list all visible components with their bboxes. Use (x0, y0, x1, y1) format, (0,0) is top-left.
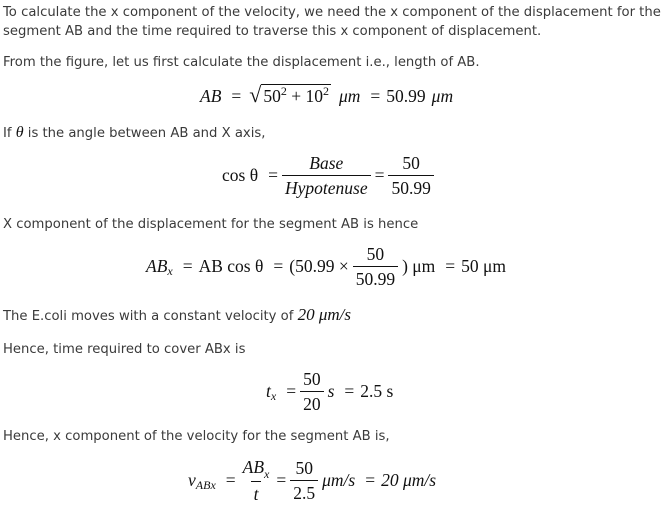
equation-velocity: v ABx = $\frac{AB_x}{t}$ = $\frac{50}{2.5}$ μm/s = 20 μm/s (188, 456, 437, 504)
x-component-intro: X component of the displacement for the segment AB is hence (3, 217, 419, 232)
time-result: 2.5 s (360, 380, 394, 401)
velocity-intro: Hence, x component of the velocity for the segment AB is, (3, 429, 390, 444)
sqrt-expression: √ $50^2 + 10^2$ (249, 81, 329, 107)
velocity-result: 20 μm/s (381, 469, 437, 490)
equation-ab-length: AB = √ $50^2 + 10^2$ μm = 50.99 μm (200, 81, 454, 107)
equation-cos-theta: cos θ = $\frac{\text{Base}}{\text{Hypotenuse}}$ = $\frac{50}{50.99}$ (222, 150, 438, 200)
ab-result: 50.99 (386, 85, 426, 106)
abx-mid: AB cos θ (198, 255, 264, 276)
time-intro: Hence, time required to cover ABx is (3, 342, 246, 357)
abx-result: 50 μm (461, 255, 507, 276)
cos-lhs: cos θ (222, 164, 259, 185)
velocity-statement: The E.coli moves with a constant velocity of 20 μm/s (3, 305, 351, 324)
cos-word-fraction: $\frac{\text{Base}}{\text{Hypotenuse}}$ (282, 153, 371, 198)
theta-symbol: θ (15, 124, 24, 141)
velocity-value: 20 μm/s (297, 305, 351, 324)
abx-fraction: $\frac{50}{50.99}$ (353, 244, 398, 289)
velocity-fraction-1: $\frac{AB_x}{t}$ (242, 456, 270, 504)
intro-line-2: segment AB and the time required to traverse this x component of displacement. (3, 24, 542, 39)
velocity-fraction-2: $\frac{50}{2.5}$ (290, 458, 318, 503)
ab-unit: μm (338, 85, 361, 106)
angle-definition: If θ is the angle between AB and X axis, (3, 124, 266, 141)
equation-abx: AB x = AB cos θ = (50.99 × $\frac{50}{50.99}$ ) μm = 50 μm (146, 243, 507, 289)
intro-line-1: To calculate the x component of the velocity, we need the x component of the displacement for the (3, 5, 661, 20)
displacement-intro: From the figure, let us first calculate the displacement i.e., length of AB. (3, 55, 480, 70)
cos-value-fraction: $\frac{50}{50.99}$ (388, 153, 433, 198)
time-fraction: $\frac{50}{20}$ (300, 369, 324, 414)
ab-lhs: AB (200, 85, 222, 106)
equation-time: t x = $\frac{50}{20}$ s = 2.5 s (266, 368, 394, 414)
